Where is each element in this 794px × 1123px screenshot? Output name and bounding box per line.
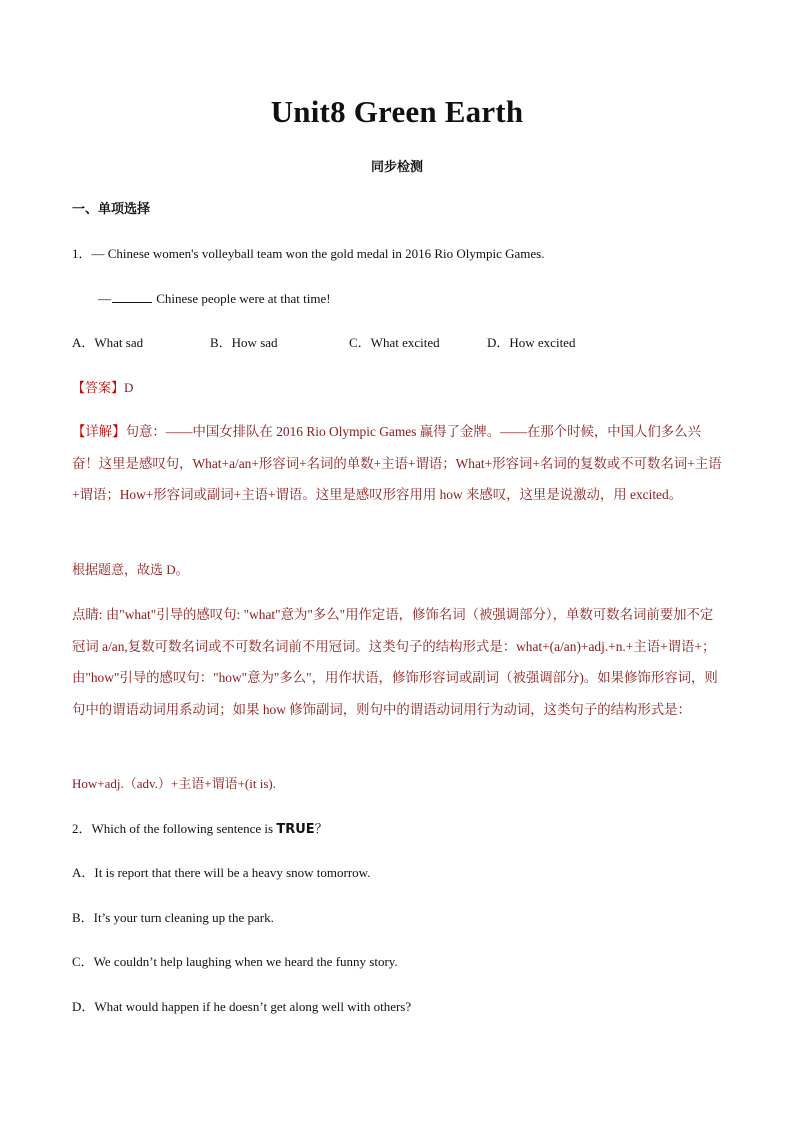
q1-option-a: A．What sad bbox=[72, 335, 144, 350]
detail-tag: 【详解】 bbox=[72, 424, 126, 439]
q1-answer-line bbox=[72, 378, 133, 398]
q1-option-d: D．How excited bbox=[487, 335, 576, 350]
q1-formula: How+adj.（adv.）+主语+谓语+(it is). bbox=[72, 776, 276, 791]
q1-tip: 点睛: 由"what"引导的感叹句: "what"意为"多么"用作定语，修饰名词（被强调部分），单数可数名词前要加不定冠词 a/an,复数可数名词或不可数名词前不用冠词。这类句子的结构形式是：what+(a/an)+adj.+n.+主语+谓语+；由"how"引导的感叹句："how"意为"多么"，用作状语，修饰形容词或副词（被强调部分)。如果修饰形容词，则句中的谓语动词用系动词；如果 how 修饰副词，则句中的谓语动词用行为动词，这类句子的结构形式是： bbox=[72, 607, 718, 717]
q2-option-b: B．It’s your turn cleaning up the park. bbox=[72, 910, 274, 925]
q2-number: 2． bbox=[72, 821, 92, 836]
answer-tag: 【答案】 bbox=[72, 380, 125, 395]
q1-conclusion: 根据题意，故选 D。 bbox=[72, 562, 189, 577]
q1-reply-line bbox=[98, 289, 331, 309]
q2-stem-line bbox=[72, 819, 328, 840]
q2-option-a: A．It is report that there will be a heavy snow tomorrow. bbox=[72, 865, 371, 880]
q1-detail bbox=[72, 416, 724, 511]
q1-answer: D bbox=[124, 380, 134, 395]
q1-number: 1． bbox=[72, 246, 92, 261]
q1-reply-suffix: Chinese people were at that time! bbox=[153, 291, 331, 306]
q1-option-c: C．What excited bbox=[349, 335, 440, 350]
q1-stem: — Chinese women's volleyball team won the gold medal in 2016 Rio Olympic Games. bbox=[91, 246, 545, 261]
q2-stem-before: Which of the following sentence is bbox=[91, 821, 277, 836]
q1-detail-text: 句意：——中国女排队在 2016 Rio Olympic Games 赢得了金牌。——在那个时候，中国人们多么兴奋！这里是感叹句，What+a/an+形容词+名词的单数+主语+谓语；What+形容词+名词的复数或不可数名词+主语+谓语；How+形容词或副词+主语+谓语。这里是感叹形容用用 how 来感叹，这里是说激动，用 excited。 bbox=[72, 424, 722, 502]
q1-answer-blank bbox=[112, 290, 152, 303]
page-title: Unit8 Green Earth bbox=[270, 94, 524, 129]
q2-stem-after: ？ bbox=[314, 821, 328, 836]
q1-option-b: B．How sad bbox=[210, 335, 278, 350]
section-heading: 一、单项选择 bbox=[72, 202, 151, 217]
q2-option-c: C．We couldn’t help laughing when we heard the funny story. bbox=[72, 954, 398, 969]
page-subtitle: 同步检测 bbox=[370, 160, 423, 175]
q2-option-d: D．What would happen if he doesn’t get along well with others? bbox=[72, 999, 412, 1014]
q2-stem-bold: TRUE bbox=[276, 822, 315, 837]
q1-stem-line bbox=[72, 244, 544, 264]
q1-reply-prefix: — bbox=[98, 291, 111, 306]
